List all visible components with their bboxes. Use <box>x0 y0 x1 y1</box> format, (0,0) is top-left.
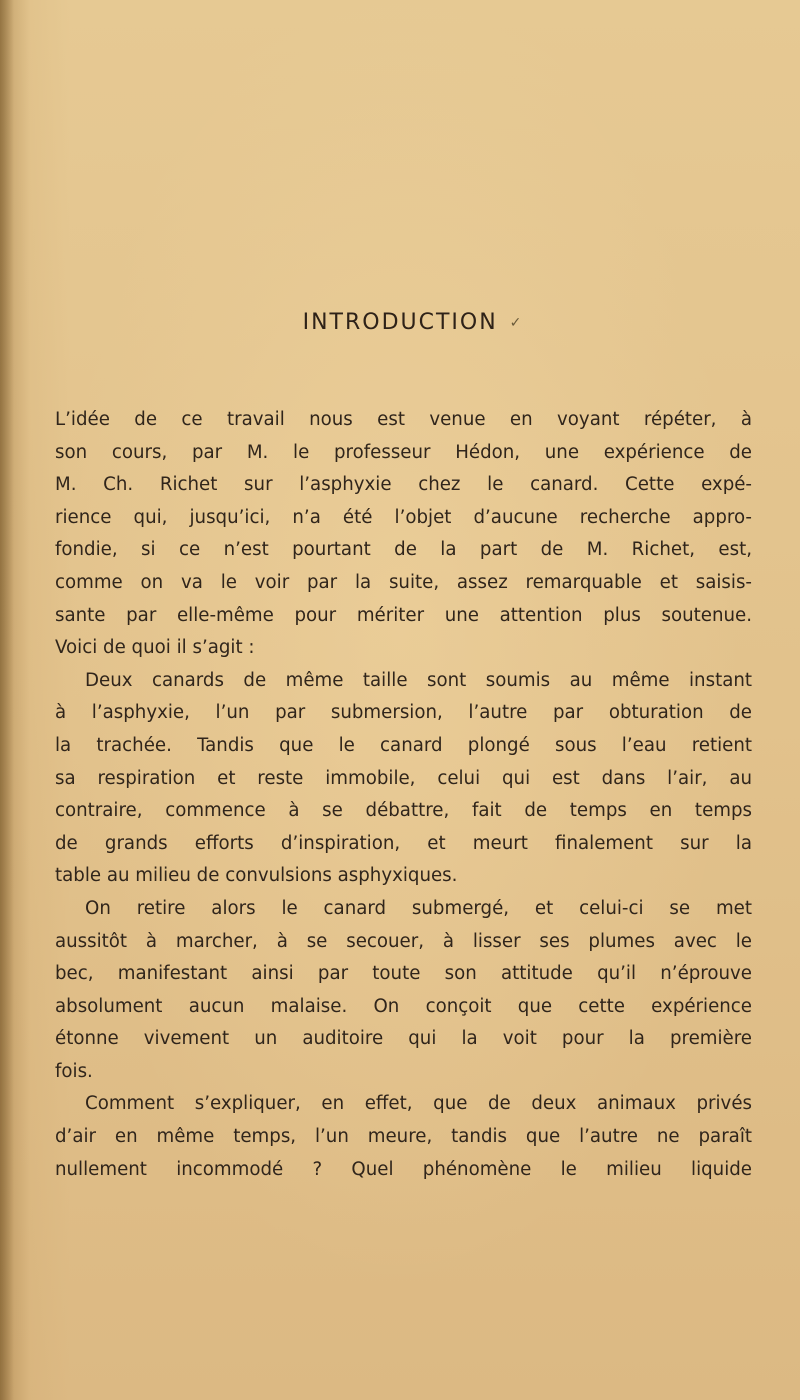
text-line: étonne vivement un auditoire qui la voit pour la première <box>55 1028 752 1050</box>
pencil-mark-icon: ✓ <box>509 315 524 331</box>
page-gutter-shadow <box>0 0 14 1400</box>
paragraph <box>55 1088 752 1186</box>
text-line: M. Ch. Richet sur l’asphyxie chez le canard. Cette expé- <box>55 474 752 496</box>
paragraph <box>55 404 752 665</box>
text-line: fondie, si ce n’est pourtant de la part de M. Richet, est, <box>55 539 752 561</box>
text-line: aussitôt à marcher, à se secouer, à lisser ses plumes avec le <box>55 930 752 952</box>
chapter-heading <box>0 310 800 335</box>
text-line: de grands efforts d’inspiration, et meurt finalement sur la <box>55 832 752 854</box>
text-line: L’idée de ce travail nous est venue en voyant répéter, à <box>55 409 752 430</box>
chapter-heading-text: INTRODUCTION <box>302 310 498 335</box>
text-line: bec, manifestant ainsi par toute son attitude qu’il n’éprouve <box>55 963 752 985</box>
text-line: la trachée. Tandis que le canard plongé sous l’eau retient <box>55 734 752 756</box>
text-line: Comment s’expliquer, en effet, que de deux animaux privés <box>85 1093 752 1115</box>
text-line: table au milieu de convulsions asphyxiques. <box>55 865 458 887</box>
text-line: comme on va le voir par la suite, assez remarquable et saisis- <box>55 571 752 593</box>
text-line: d’air en même temps, l’un meure, tandis que l’autre ne paraît <box>55 1126 752 1148</box>
body-text <box>55 404 752 1186</box>
text-line: sa respiration et reste immobile, celui qui est dans l’air, au <box>55 767 752 789</box>
paragraph <box>55 893 752 1089</box>
text-line: son cours, par M. le professeur Hédon, une expérience de <box>55 441 752 463</box>
text-line: fois. <box>55 1060 93 1082</box>
text-line: rience qui, jusqu’ici, n’a été l’objet d’aucune recherche appro- <box>55 506 752 528</box>
text-line: nullement incommodé ? Quel phénomène le milieu liquide <box>55 1158 752 1180</box>
text-line: à l’asphyxie, l’un par submersion, l’autre par obturation de <box>55 702 752 724</box>
text-line: absolument aucun malaise. On conçoit que cette expérience <box>55 995 752 1017</box>
text-line: sante par elle-même pour mériter une attention plus soutenue. <box>55 604 752 626</box>
text-line: On retire alors le canard submergé, et celui-ci se met <box>85 897 752 919</box>
text-line: Voici de quoi il s’agit : <box>55 637 255 659</box>
text-line: contraire, commence à se débattre, fait de temps en temps <box>55 800 752 822</box>
paragraph <box>55 665 752 893</box>
text-line: Deux canards de même taille sont soumis au même instant <box>85 669 752 691</box>
